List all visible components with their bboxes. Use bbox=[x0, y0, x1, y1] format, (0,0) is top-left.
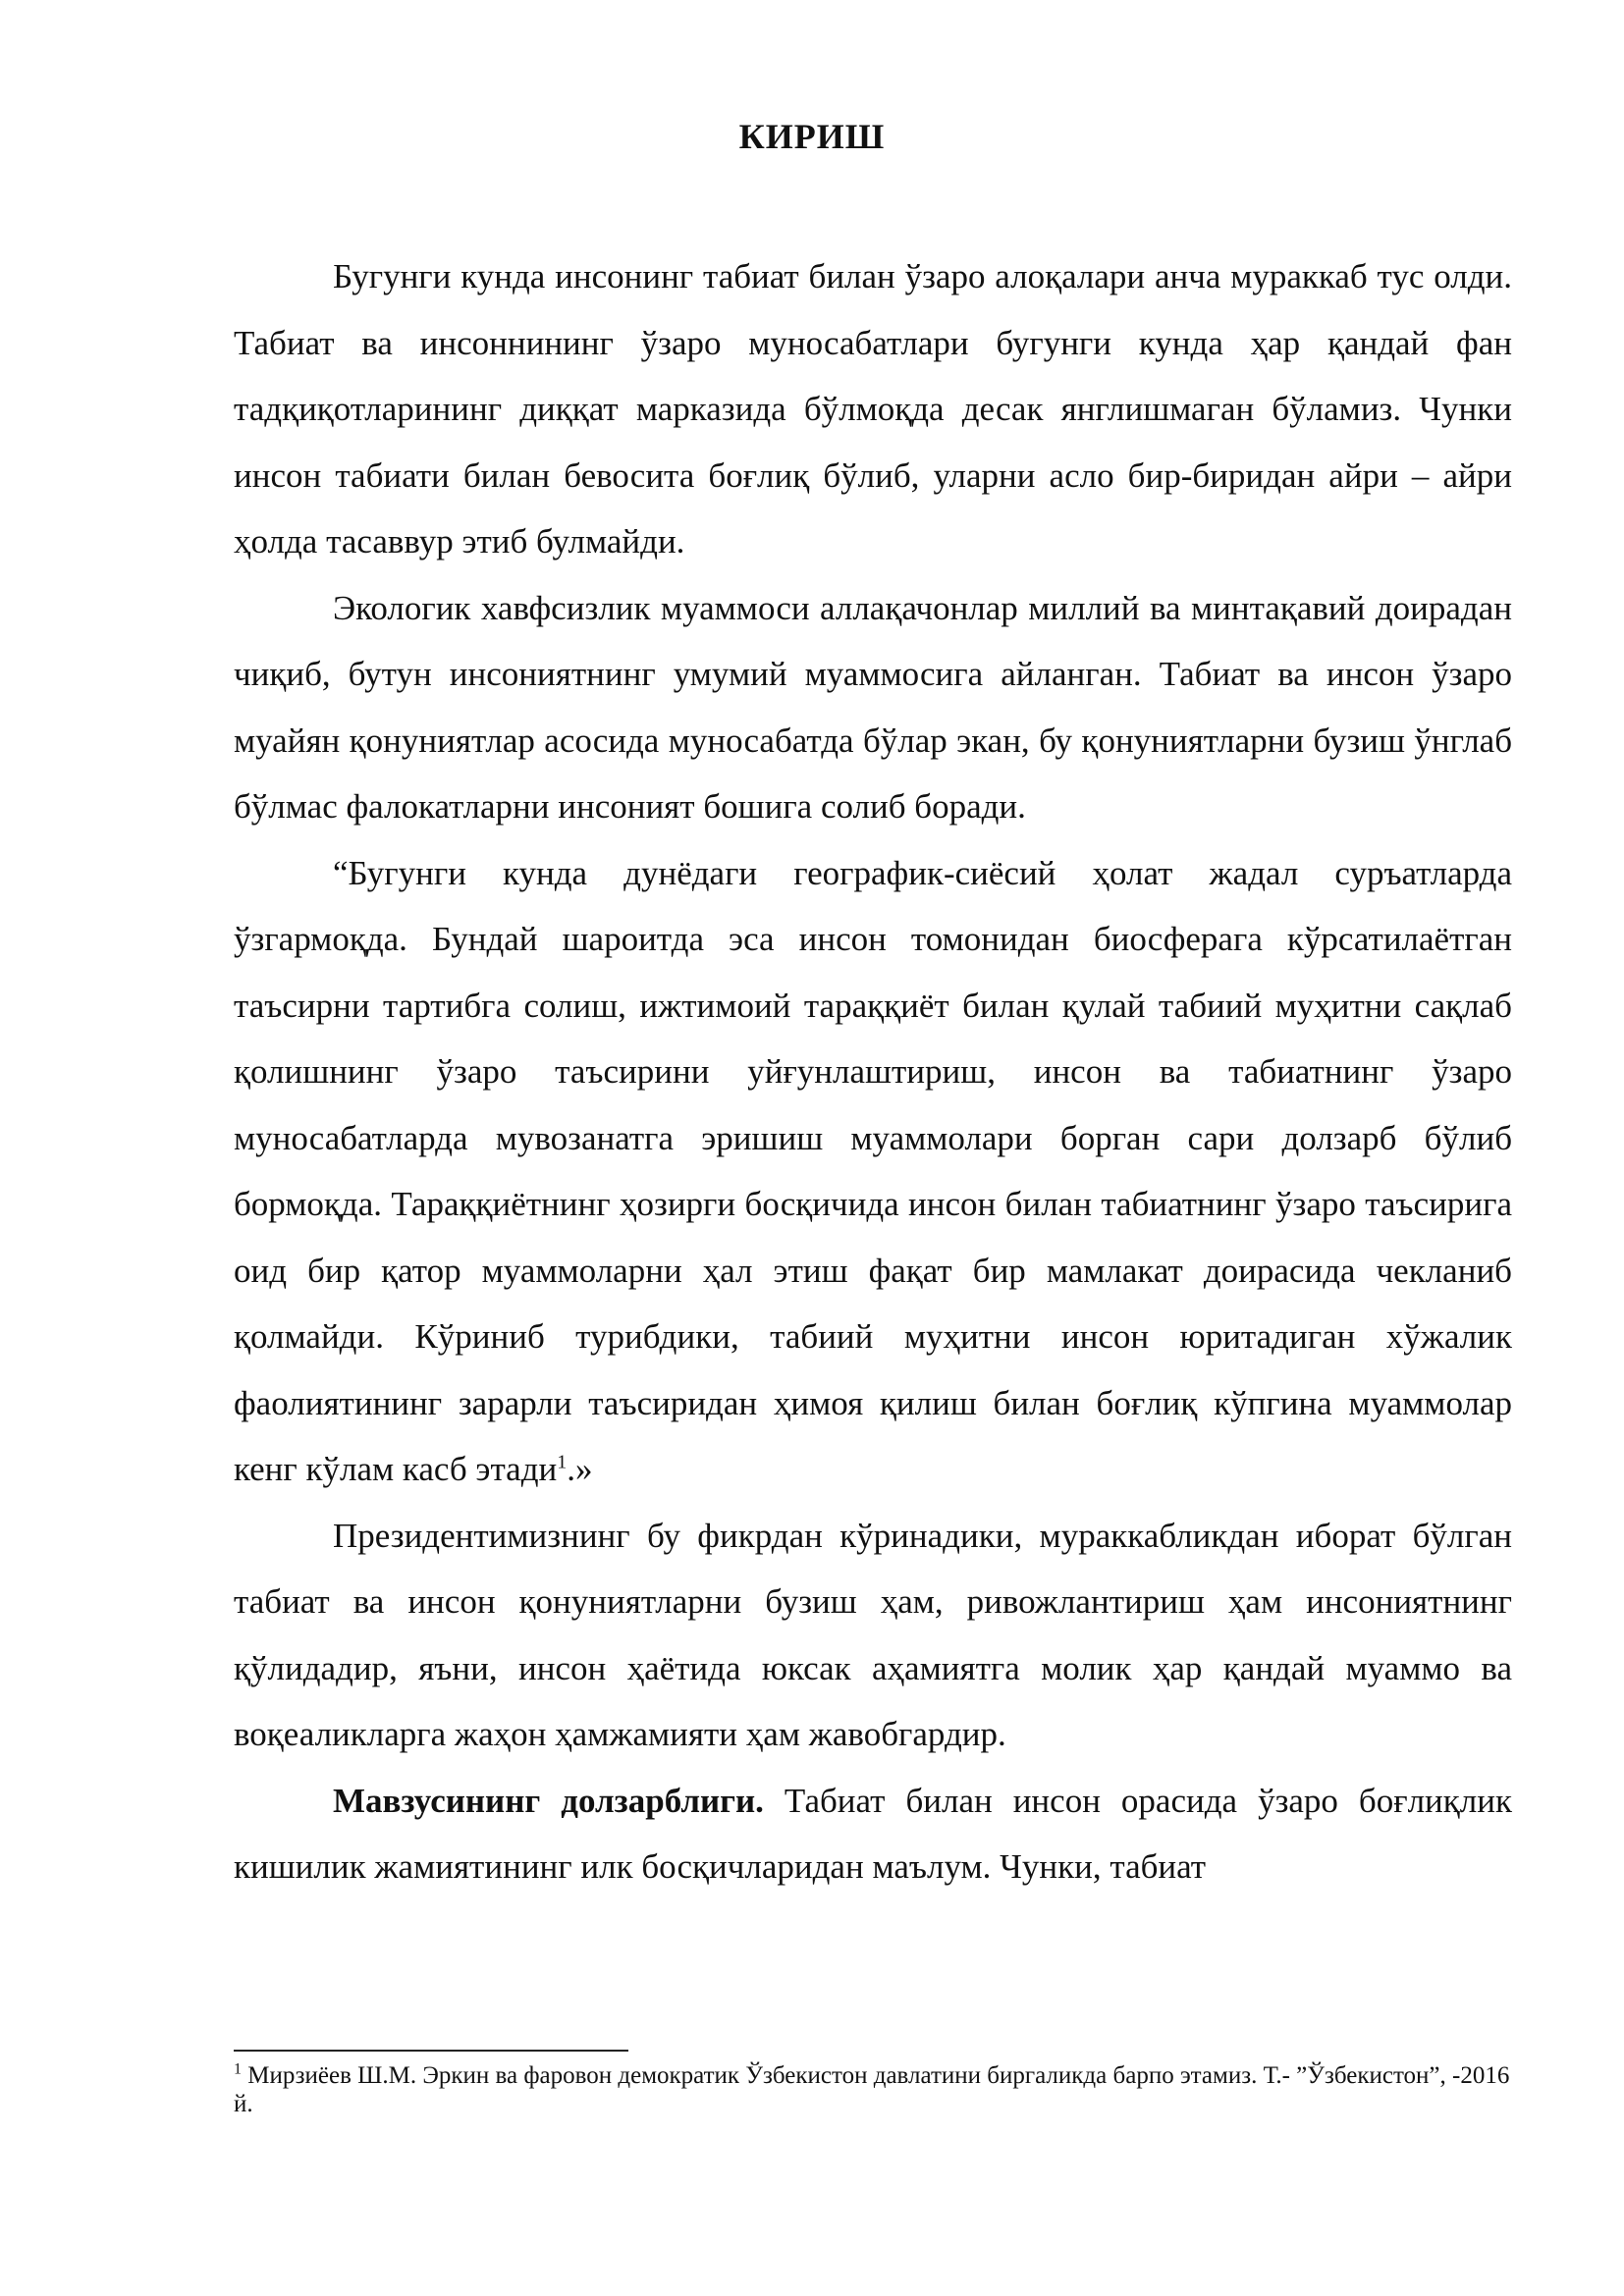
quote-closing: .» bbox=[567, 1450, 593, 1488]
footnote bbox=[234, 2061, 1512, 2118]
quote-paragraph bbox=[234, 840, 1512, 1503]
footnote-text: Мирзиёев Ш.М. Эркин ва фаровон демократик Ўзбекистон давлатини биргаликда барпо этамиз. Т.- ”Ўзбекистон”, -2016 й. bbox=[234, 2062, 1510, 2117]
paragraph-relevance bbox=[234, 1768, 1512, 1900]
relevance-heading: Мавзусининг долзарблиги. bbox=[333, 1781, 764, 1820]
body-text bbox=[234, 243, 1512, 1900]
paragraph-intro: Бугунги кунда инсонинг табиат билан ўзаро алоқалари анча мураккаб тус олди. Табиат ва инсоннининг ўзаро муносабатлари бугунги кунда ҳар қандай фан тадқиқотларининг диққат марказида бўлмоқда десак янглишмаган бўламиз. Чунки инсон табиати билан бевосита боғлиқ бўлиб, уларни асло бир-биридан айри – айри ҳолда тасаввур этиб булмайди. bbox=[234, 257, 1512, 561]
quote-text: “Бугунги кунда дунёдаги географик-сиёсий ҳолат жадал суръатларда ўзгармоқда. Бундай шароитда эса инсон томонидан биосферага кўрсатилаётган таъсирни тартибга солиш, ижтимоий тараққиёт билан қулай табиий муҳитни сақлаб қолишнинг ўзаро таъсирини уйғунлаштириш, инсон ва табиатнинг ўзаро муносабатларда мувозанатга эришиш муаммолари борган сари долзарб бўлиб бормоқда. Тараққиётнинг ҳозирги босқичида инсон билан табиатнинг ўзаро таъсирига оид бир қатор муаммоларни ҳал этиш фақат бир мамлакат доирасида чекланиб қолмайди. Кўриниб турибдики, табиий муҳитни инсон юритадиган хўжалик фаолиятининг зарарли таъсиридан ҳимоя қилиш билан боғлиқ кўпгина муаммолар кенг кўлам касб этади bbox=[234, 853, 1512, 1488]
footnote-number: 1 bbox=[234, 2060, 242, 2078]
paragraph-ecology: Экологик хавфсизлик муаммоси аллақачонлар миллий ва минтақавий доирадан чиқиб, бутун инсониятнинг умумий муаммосига айланган. Табиат ва инсон ўзаро муайян қонуниятлар асосида муносабатда бўлар экан, бу қонуниятларни бузиш ўнглаб бўлмас фалокатларни инсоният бошига солиб боради. bbox=[234, 588, 1512, 826]
page-title: КИРИШ bbox=[738, 117, 886, 156]
footnote-separator bbox=[234, 2050, 628, 2052]
footnote-reference[interactable]: 1 bbox=[557, 1451, 568, 1473]
relevance-text: Табиат билан инсон орасида ўзаро боғлиқлик кишилик жамиятининг илк босқичларидан маълум. Чунки, табиат bbox=[234, 1781, 1512, 1886]
paragraph-president: Президентимизнинг бу фикрдан кўринадики, мураккабликдан иборат бўлган табиат ва инсон қонуниятларни бузиш ҳам, ривожлантириш ҳам инсониятнинг қўлидадир, яъни, инсон ҳаётида юксак аҳамиятга молик ҳар қандай муаммо ва воқеаликларга жаҳон ҳамжамияти ҳам жавобгардир. bbox=[234, 1516, 1512, 1753]
